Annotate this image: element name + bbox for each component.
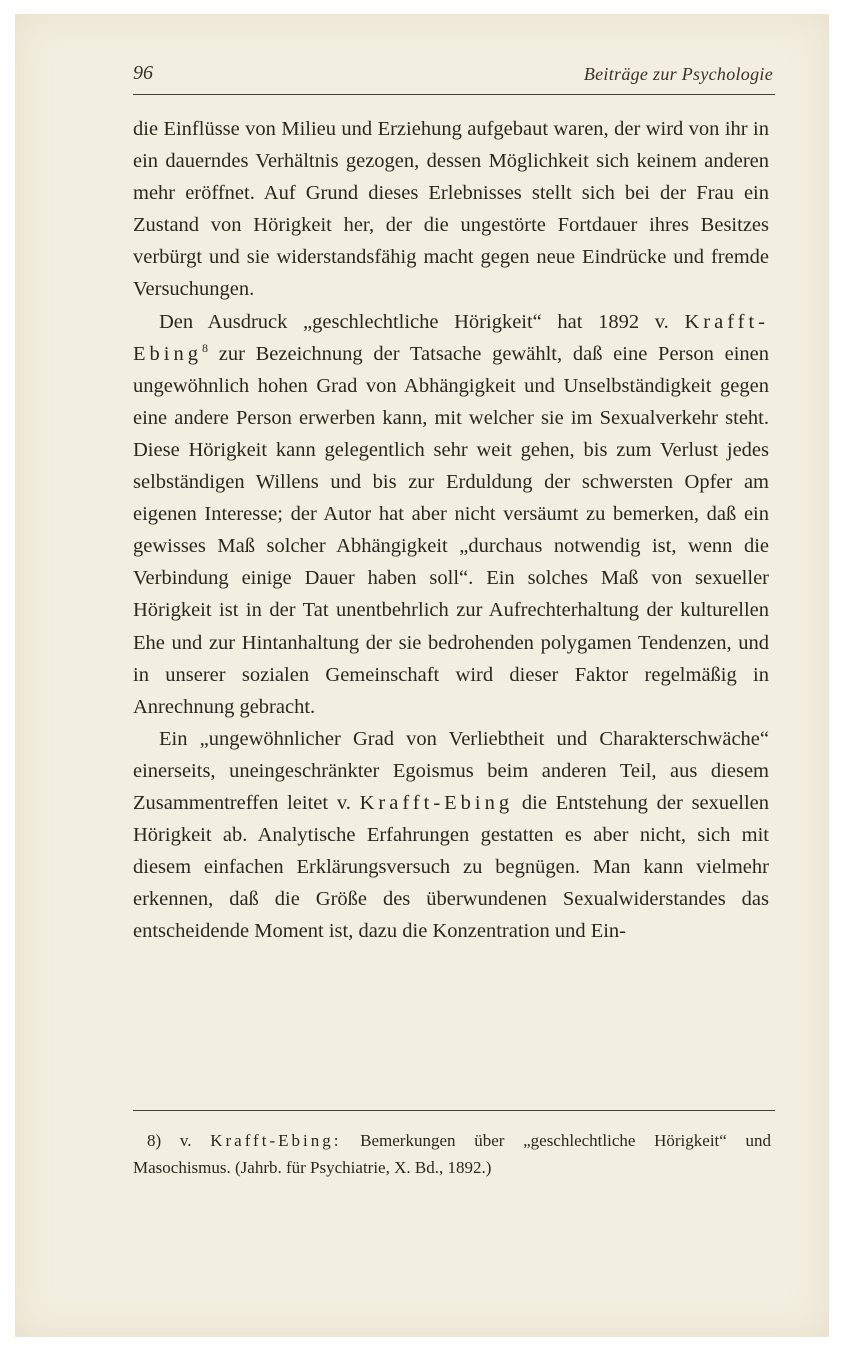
page-number: 96 [133, 62, 153, 84]
paragraph-3-rest: die Entstehung der sexuellen Hörigkeit ab. Analytische Erfahrungen gestatten es aber nicht, sich mit diesem einfachen Erklärungsversuch zu begnügen. Man kann vielmehr erkennen, daß die Größe des überwundenen Sexualwiderstandes das entscheidende Moment ist, dazu die Konzentration und Ein- [133, 791, 769, 943]
author-name: Krafft-Ebing [359, 791, 514, 814]
footnote-rule [133, 1110, 775, 1111]
paragraph-2-start: Den Ausdruck „geschlechtliche Hörigkeit“ hat 1892 v. [159, 310, 669, 333]
body-text [133, 113, 769, 947]
paragraph-3 [133, 723, 769, 948]
footnote-marker: 8) v. [147, 1131, 192, 1150]
paragraph-2-rest: zur Bezeichnung der Tatsache gewählt, daß eine Person einen ungewöhnlich hohen Grad von Abhängigkeit und Unselbständigkeit gegen eine andere Person erwerben kann, mit welcher sie im Sexualverkehr steht. Diese Hörigkeit kann gelegentlich sehr weit gehen, bis zum Verlust jedes selbständigen Willens und bis zur Erduldung der schwersten Opfer am eigenen Interesse; der Autor hat aber nicht versäumt zu bemerken, daß ein gewisses Maß solcher Abhängigkeit „durchaus notwendig ist, wenn die Verbindung einige Dauer haben soll“. Ein solches Maß von sexueller Hörigkeit ist in der Tat unentbehrlich zur Aufrechterhaltung der kulturellen Ehe und zur Hintanhaltung der sie bedrohenden polygamen Tendenzen, und in unserer sozialen Gemeinschaft wird dieser Faktor regelmäßig in Anrechnung gebracht. [133, 342, 769, 718]
paragraph-3-start: Ein „ungewöhnlicher Grad von Verliebtheit und Charakterschwäche“ einerseits, uneingeschränkter Egoismus beim anderen Teil, aus diesem Zusammentreffen leitet v. [133, 727, 769, 814]
author-name: Krafft-Ebing [133, 310, 770, 365]
footnote-text: Bemerkungen über „geschlechtliche Hörigkeit“ und Masochismus. (Jahrb. für Psychiatrie, X. Bd., 1892.) [133, 1131, 772, 1177]
running-title: Beiträge zur Psychologie [583, 64, 773, 84]
page-header [133, 62, 773, 92]
footnote [133, 1127, 771, 1181]
header-rule [133, 94, 775, 95]
footnote-author: Krafft-Ebing: [210, 1131, 342, 1150]
paragraph-2 [133, 306, 769, 723]
paragraph-1 [133, 113, 769, 306]
paragraph-1-text: die Einflüsse von Milieu und Erziehung aufgebaut waren, der wird von ihr in ein dauerndes Verhältnis gezogen, dessen Möglichkeit sich keinem anderen mehr eröffnet. Auf Grund dieses Erlebnisses stellt sich bei der Frau ein Zustand von Hörigkeit her, der die ungestörte Fortdauer ihres Besitzes verbürgt und sie widerstandsfähig macht gegen neue Eindrücke und fremde Versuchungen. [133, 118, 769, 301]
footnote-reference[interactable]: 8 [201, 340, 208, 355]
